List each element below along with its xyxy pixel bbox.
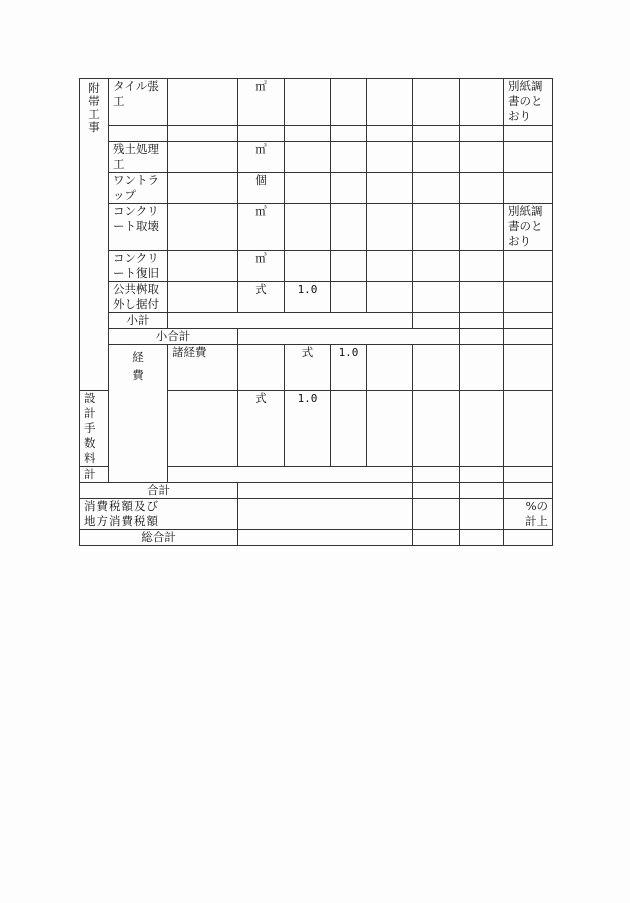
cell <box>504 391 553 467</box>
cell <box>504 345 553 391</box>
cell <box>504 483 553 499</box>
cell <box>413 79 460 126</box>
cell <box>367 79 413 126</box>
cell <box>331 126 367 142</box>
note-cell: 別紙調 書のと おり <box>504 204 553 251</box>
cell <box>367 391 413 467</box>
cell <box>460 313 504 329</box>
table-row <box>80 126 553 142</box>
cell <box>331 251 367 282</box>
cell <box>504 251 553 282</box>
item-name: 残土処理 工 <box>109 142 168 173</box>
unit-cell: ㎡ <box>238 79 285 126</box>
cell <box>367 204 413 251</box>
cell <box>504 313 553 329</box>
cell <box>413 483 460 499</box>
unit-cell: ㎥ <box>238 251 285 282</box>
table-row <box>80 251 553 282</box>
cell <box>238 329 460 345</box>
cell <box>168 173 238 204</box>
cell <box>504 173 553 204</box>
cell <box>413 204 460 251</box>
cell <box>238 483 413 499</box>
unit-cell: ㎥ <box>238 142 285 173</box>
cell <box>331 173 367 204</box>
cell <box>413 142 460 173</box>
cell <box>285 126 331 142</box>
quantity-cell: 1.0 <box>285 282 331 313</box>
cell <box>285 251 331 282</box>
cell <box>285 204 331 251</box>
table-row <box>80 329 553 345</box>
cell <box>504 530 553 546</box>
section-label-futai: 附 帯 工 事 <box>80 79 109 391</box>
cell <box>367 142 413 173</box>
cell <box>109 126 168 142</box>
quantity-cell: 1.0 <box>285 391 331 467</box>
grand-label: 合計 <box>80 483 238 499</box>
cell <box>460 79 504 126</box>
item-name: 設計手数 料 <box>80 391 109 467</box>
cell <box>413 251 460 282</box>
cell <box>413 530 460 546</box>
cell <box>460 204 504 251</box>
item-name: 公共桝取 外し据付 <box>109 282 168 313</box>
unit-cell: 式 <box>238 391 285 467</box>
table-row <box>80 483 553 499</box>
cell <box>238 530 413 546</box>
cell <box>460 142 504 173</box>
cell <box>168 313 413 329</box>
cell <box>168 467 413 483</box>
table-row <box>80 530 553 546</box>
cell <box>504 467 553 483</box>
cell <box>238 345 285 391</box>
note-cell: 別紙調 書のと おり <box>504 79 553 126</box>
cell <box>413 467 460 483</box>
quantity-cell: 1.0 <box>331 345 367 391</box>
cell <box>331 204 367 251</box>
table-row <box>80 204 553 251</box>
cell <box>504 142 553 173</box>
item-name: タイル張 工 <box>109 79 168 126</box>
note-cell: %の 計上 <box>504 499 553 530</box>
cell <box>460 126 504 142</box>
cell <box>238 126 285 142</box>
cell <box>367 126 413 142</box>
item-name: コンクリ ート復旧 <box>109 251 168 282</box>
cell <box>168 204 238 251</box>
cell <box>413 126 460 142</box>
cell <box>504 329 553 345</box>
subtotal-label: 小計 <box>109 313 168 329</box>
cell <box>460 173 504 204</box>
cell <box>285 173 331 204</box>
unit-cell: ㎥ <box>238 204 285 251</box>
cell <box>331 282 367 313</box>
cell <box>460 282 504 313</box>
total-label: 計 <box>80 467 109 483</box>
cell <box>168 251 238 282</box>
small-total-label: 小合計 <box>109 329 238 345</box>
table-row <box>80 345 553 391</box>
cell <box>413 499 460 530</box>
cell <box>168 142 238 173</box>
cell <box>460 391 504 467</box>
estimate-table <box>79 78 553 546</box>
table-row <box>80 313 553 329</box>
table-row <box>80 79 553 126</box>
cell <box>460 467 504 483</box>
cell <box>331 79 367 126</box>
cell <box>168 391 238 467</box>
cell <box>504 126 553 142</box>
cell <box>413 345 460 391</box>
cell <box>168 126 238 142</box>
unit-cell: 式 <box>285 345 331 391</box>
table-row <box>80 142 553 173</box>
table-row <box>80 282 553 313</box>
cell <box>331 391 367 467</box>
cell <box>367 173 413 204</box>
cell <box>413 173 460 204</box>
cell <box>168 79 238 126</box>
table-row <box>80 499 553 530</box>
cell <box>460 251 504 282</box>
cell <box>413 282 460 313</box>
cell <box>168 282 238 313</box>
tax-label: 消費税額及び 地方消費税額 <box>80 499 238 530</box>
item-name: ワントラ ップ <box>109 173 168 204</box>
cell <box>238 499 413 530</box>
cell <box>460 499 504 530</box>
cell <box>460 345 504 391</box>
unit-cell: 個 <box>238 173 285 204</box>
cell <box>413 391 460 467</box>
cell <box>460 329 504 345</box>
unit-cell: 式 <box>238 282 285 313</box>
cell <box>460 483 504 499</box>
cell <box>285 142 331 173</box>
cell <box>367 282 413 313</box>
cell <box>504 282 553 313</box>
cell <box>331 142 367 173</box>
table-row <box>80 173 553 204</box>
cell <box>413 313 460 329</box>
cell <box>285 79 331 126</box>
item-name: コンクリ ート取壊 <box>109 204 168 251</box>
section-label-keihi: 経 費 <box>109 345 168 483</box>
cell <box>367 251 413 282</box>
cell <box>367 345 413 391</box>
final-total-label: 総合計 <box>80 530 238 546</box>
cell <box>460 530 504 546</box>
item-name: 諸経費 <box>168 345 238 391</box>
